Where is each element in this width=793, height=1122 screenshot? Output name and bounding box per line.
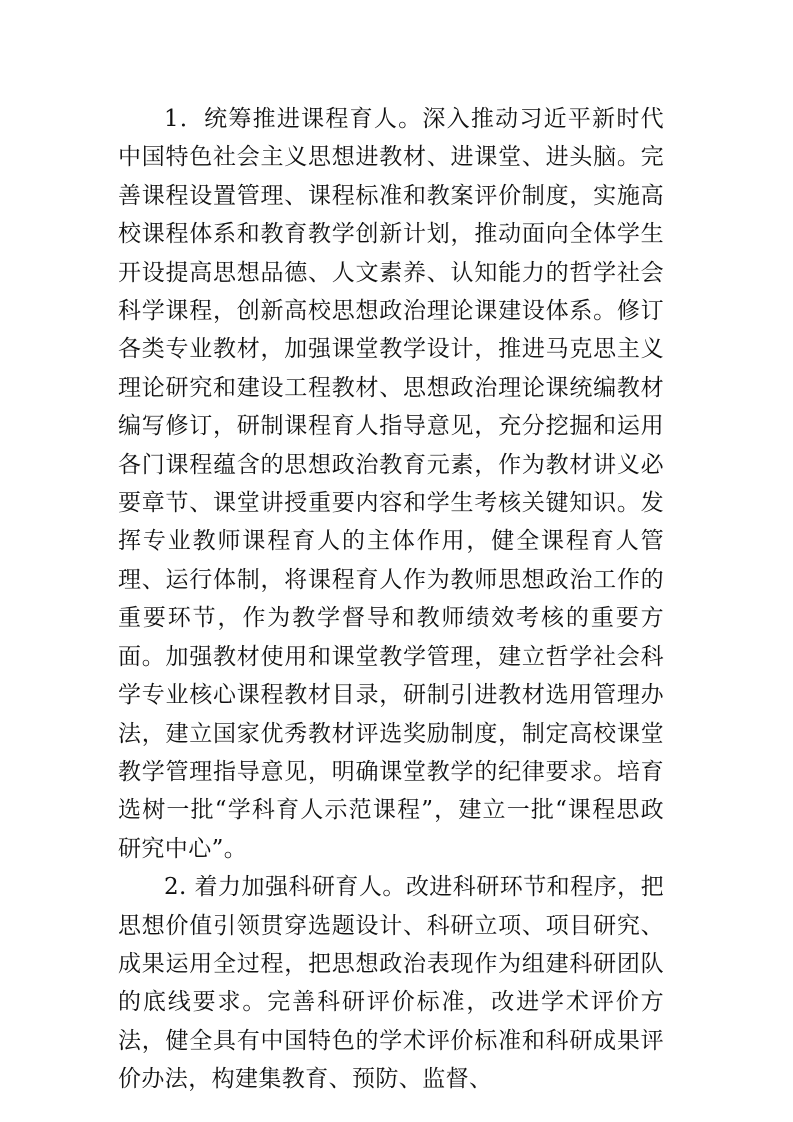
document-body: [118, 100, 664, 1099]
paragraph-course-education: 1．统筹推进课程育人。深入推动习近平新时代中国特色社会主义思想进教材、进课堂、进头脑。完善课程设置管理、课程标准和教案评价制度，实施高校课程体系和教育教学创新计划，推动面向全体学生开设提高思想品德、人文素养、认知能力的哲学社会科学课程，创新高校思想政治理论课建设体系。修订各类专业教材，加强课堂教学设计，推进马克思主义理论研究和建设工程教材、思想政治理论课统编教材编写修订，研制课程育人指导意见，充分挖掘和运用各门课程蕴含的思想政治教育元素，作为教材讲义必要章节、课堂讲授重要内容和学生考核关键知识。发挥专业教师课程育人的主体作用，健全课程育人管理、运行体制，将课程育人作为教师思想政治工作的重要环节，作为教学督导和教师绩效考核的重要方面。加强教材使用和课堂教学管理，建立哲学社会科学专业核心课程教材目录，研制引进教材选用管理办法，建立国家优秀教材评选奖励制度，制定高校课堂教学管理指导意见，明确课堂教学的纪律要求。培育选树一批“学科育人示范课程”，建立一批“课程思政研究中心”。: [118, 106, 664, 862]
paragraph-research-education: 2. 着力加强科研育人。改进科研环节和程序，把思想价值引领贯穿选题设计、科研立项、项目研究、成果运用全过程，把思想政治表现作为组建科研团队的底线要求。完善科研评价标准，改进学术评价方法，健全具有中国特色的学术评价标准和科研成果评价办法，构建集教育、预防、监督、: [118, 874, 664, 1093]
